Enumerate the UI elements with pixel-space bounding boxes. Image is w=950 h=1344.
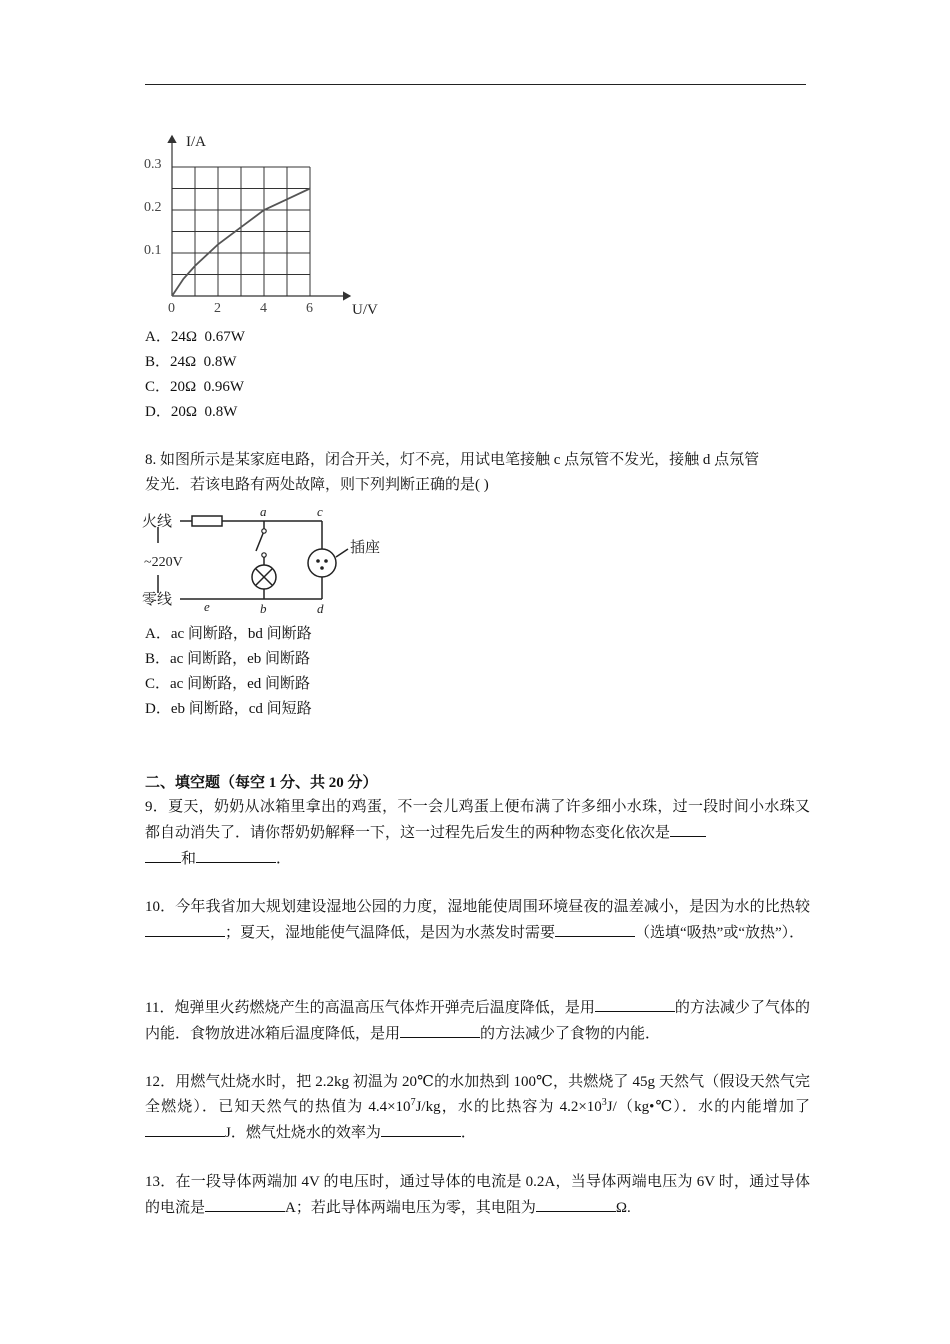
x-tick-label: 6 <box>306 301 313 316</box>
q8-option-d: D．eb 间断路，cd 间短路 <box>145 701 312 717</box>
q7-option-d: D．20Ω 0.8W <box>145 404 238 420</box>
q8-stem <box>145 448 810 498</box>
q9: 9．夏天，奶奶从冰箱里拿出的鸡蛋，不一会儿鸡蛋上便布满了许多细小水珠，过一段时间小水珠又都自动消失了．请你帮奶奶解释一下，这一过程先后发生的两种物态变化依次是 和 ． <box>145 799 810 867</box>
switch-icon <box>256 531 264 551</box>
answer-blank[interactable] <box>205 1195 285 1212</box>
x-axis-label: U/V <box>352 302 378 318</box>
q7-option-b: B．24Ω 0.8W <box>145 354 237 370</box>
answer-blank[interactable] <box>670 820 706 837</box>
iu-graph <box>140 128 390 320</box>
q11: 11．炮弹里火药燃烧产生的高温高压气体炸开弹壳后温度降低，是用 的方法减少了气体的内能．食物放进冰箱后温度降低，是用 的方法减少了食物的内能． <box>145 995 810 1047</box>
graph-grid <box>172 167 310 296</box>
fuse-icon <box>192 516 222 526</box>
y-tick-label: 0.3 <box>144 157 162 172</box>
neutral-wire-label: 零线 <box>142 592 173 608</box>
answer-blank[interactable] <box>381 1120 461 1137</box>
q7-option-a: A．24Ω 0.67W <box>145 329 245 345</box>
q13: 13．在一段导体两端加 4V 的电压时，通过导体的电流是 0.2A，当导体两端电压为 6V 时，通过导体的电流是 A；若此导体两端电压为零，其电阻为 Ω. <box>145 1174 810 1216</box>
answer-blank[interactable] <box>196 846 276 863</box>
point-a-label: a <box>260 505 267 519</box>
point-c-label: c <box>317 505 323 519</box>
answer-blank[interactable] <box>536 1195 616 1212</box>
answer-blank[interactable] <box>555 920 635 937</box>
q8-option-b: B．ac 间断路，eb 间断路 <box>145 651 310 667</box>
household-circuit <box>140 505 390 620</box>
y-tick-label: 0.1 <box>144 243 162 258</box>
voltage-label: ~220V <box>144 555 183 570</box>
socket-icon <box>308 549 336 577</box>
x-tick-label: 0 <box>168 301 175 316</box>
y-tick-label: 0.2 <box>144 200 162 215</box>
answer-blank[interactable] <box>595 995 675 1012</box>
x-tick-label: 4 <box>260 301 267 316</box>
x-tick-label: 2 <box>214 301 221 316</box>
q8-line2: 发光．若该电路有两处故障，则下列判断正确的是( ) <box>145 477 489 493</box>
q8-option-a: A．ac 间断路，bd 间断路 <box>145 626 312 642</box>
answer-blank[interactable] <box>145 920 225 937</box>
q12: 12．用燃气灶烧水时，把 2.2kg 初温为 20℃的水加热到 100℃，共燃烧了 45g 天然气（假设天然气完全燃烧）．已知天然气的热值为 $4.4\times 10^7J/kg$，水的比热容为 $4.2\times 10^3J/(kg•℃)$．水的内能增加了J．燃气灶烧水的效率为 ． <box>145 1074 811 1141</box>
q8-line1: 8. 如图所示是某家庭电路，闭合开关，灯不亮，用试电笔接触 c 点氖管不发光，接触 d 点氖管 <box>145 452 760 468</box>
point-e-label: e <box>204 599 210 614</box>
live-wire-label: 火线 <box>142 514 173 530</box>
answer-blank[interactable] <box>400 1021 480 1038</box>
socket-label: 插座 <box>350 540 381 556</box>
section-heading: 二、填空题（每空 1 分、共 20 分） <box>145 775 378 791</box>
answer-blank-cont[interactable] <box>145 846 181 863</box>
point-d-label: d <box>317 601 324 616</box>
answer-blank[interactable] <box>145 1120 225 1137</box>
point-b-label: b <box>260 601 267 616</box>
header-rule <box>145 84 806 85</box>
q10: 10．今年我省加大规划建设湿地公园的力度，湿地能使周围环境昼夜的温差减小，是因为水的比热较；夏天，湿地能使气温降低，是因为水蒸发时需要 （选填“吸热”或“放热”）． <box>145 899 810 941</box>
q8-option-c: C．ac 间断路，ed 间断路 <box>145 676 310 692</box>
q7-option-c: C．20Ω 0.96W <box>145 379 245 395</box>
y-axis-label: I/A <box>186 134 206 150</box>
